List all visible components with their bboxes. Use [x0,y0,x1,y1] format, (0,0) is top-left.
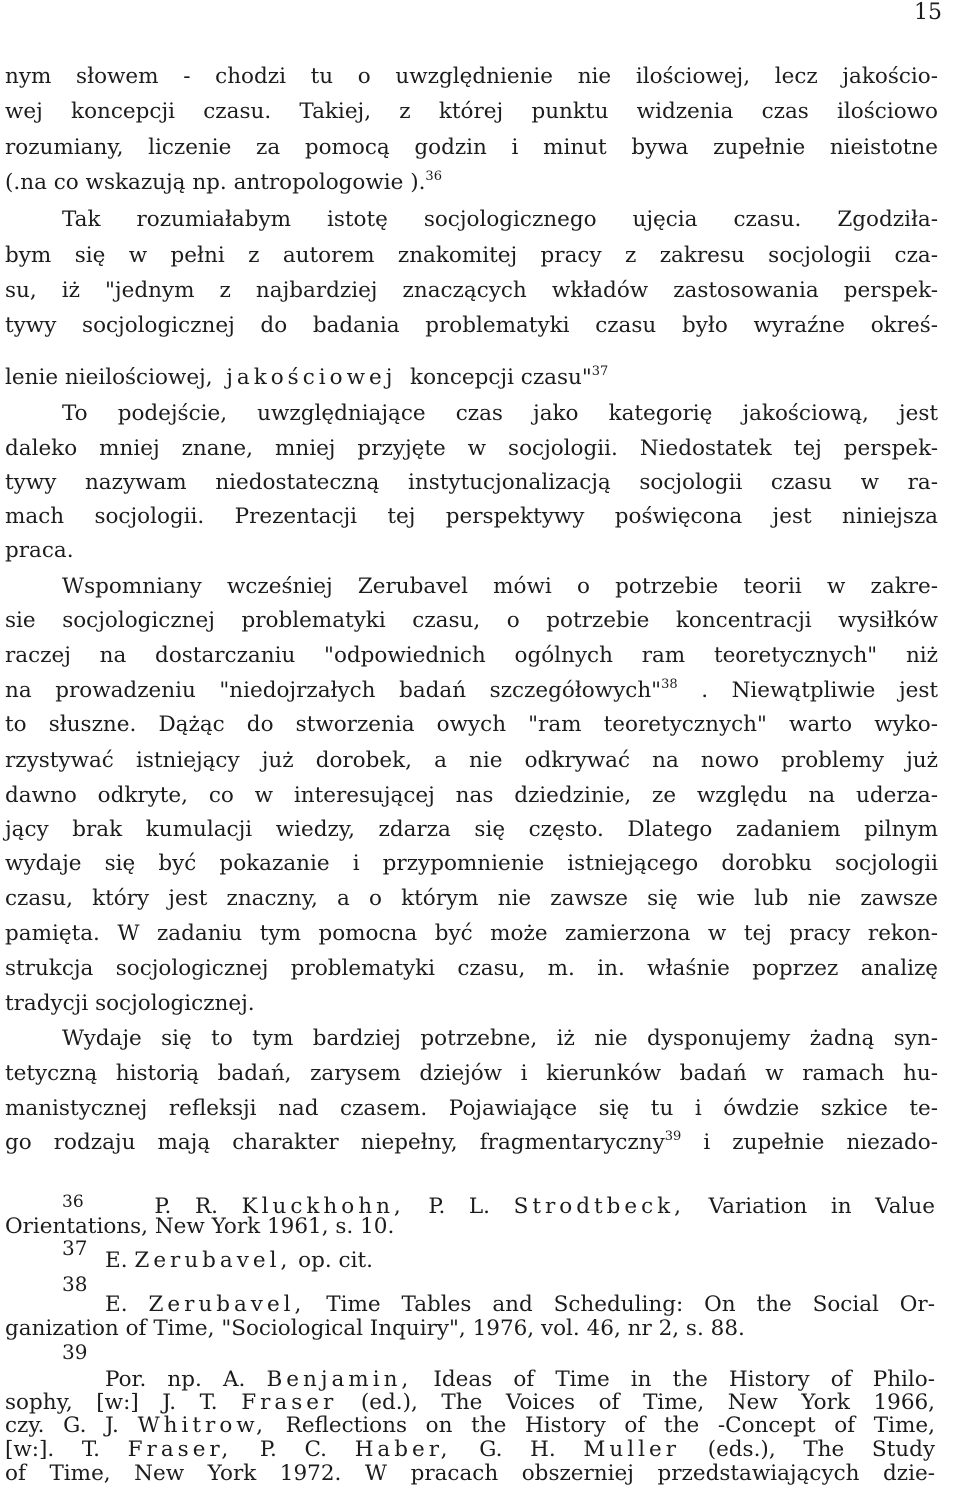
text-segment: go rodzaju mają charakter niepełny, fragmentaryczny [5,1130,665,1155]
text-segment: Variation in Value [708,1194,935,1219]
text-line [5,168,938,198]
text-line: sie socjologicznej problematyki czasu, o potrzebie koncentracji wysiłków [5,608,938,633]
text-segment: Reflections on the History of the -Concept of Time, [285,1413,935,1438]
footnote-ref: 37 [591,364,609,379]
text-line: nym słowem - chodzi tu o uwzględnienie nie ilościowej, lecz jakościo- [5,64,938,89]
footnote-line [62,1188,935,1219]
footnote-number: 37 [62,1236,88,1260]
text-segment: sophy, [w:] J. T. [5,1390,218,1415]
author-name: Zerubavel, [148,1292,306,1317]
footnote-line: Orientations, New York 1961, s. 10. [5,1214,395,1239]
text-line: pamięta. W zadaniu tym pomocna być może zamierzona w tej pracy rekon- [5,921,938,946]
text-line: dawno odkryte, co w interesującej nas dziedzinie, ze względu na uderza- [5,783,938,808]
text-segment: E. [105,1248,128,1273]
text-line: wydaje się być pokazanie i przypomnienie istniejącego dorobku socjologii [5,851,938,876]
footnote-ref: 38 [661,677,678,692]
text-line: raczej na dostarczaniu "odpowiednich ogólnych ram teoretycznych" niż [5,643,938,668]
text-segment: [w:]. T. [5,1437,100,1462]
text-segment: (.na co wskazują np. antropologowie ). [5,170,426,195]
footnote-line: of Time, New York 1972. W pracach obszerniej przedstawiających dzie- [5,1461,935,1486]
footnote-line [105,1247,935,1275]
author-name: Zerubavel, [134,1248,292,1273]
text-line: Wspomniany wcześniej Zerubavel mówi o potrzebie teorii w zakre- [62,574,938,599]
text-segment: . Niewątpliwie jest [701,678,939,703]
text-segment: czy. G. J. [5,1413,119,1438]
footnote-line: ganization of Time, "Sociological Inquiry", 1976, vol. 46, nr 2, s. 88. [5,1316,745,1341]
text-line [5,363,938,393]
text-segment: (ed.), The Voices of Time, New York 1966, [360,1390,936,1415]
text-segment: G. H. [479,1437,556,1462]
text-line: manistycznej refleksji nad czasem. Pojawiające się tu i ówdzie szkice te- [5,1096,938,1121]
text-segment: i zupełnie niezado- [703,1130,939,1155]
text-line: To podejście, uwzględniające czas jako kategorię jakościową, jest [62,401,938,426]
text-line: to słuszne. Dążąc do stworzenia owych "ram teoretycznych" warto wyko- [5,712,938,737]
text-line: Tak rozumiałabym istotę socjologicznego ujęcia czasu. Zgodziła- [62,207,938,232]
author-name: Fraser [241,1390,338,1415]
text-segment: Ideas of Time in the History of Philo- [433,1367,936,1392]
page-number: 15 [914,0,942,25]
text-line: Wydaje się to tym bardziej potrzebne, iż nie dysponujemy żadną syn- [62,1026,938,1051]
spaced-word: jakościowej [226,365,397,390]
author-name: Muller [583,1437,680,1462]
author-name: Haber, [354,1437,452,1462]
text-line: wej koncepcji czasu. Takiej, z której punktu widzenia czas ilościowo [5,99,938,124]
text-segment: koncepcji czasu" [410,365,592,390]
text-segment: lenie nieilościowej, [5,365,213,390]
text-segment: Time Tables and Scheduling: On the Social Or- [326,1292,935,1317]
text-segment: P. C. [259,1437,327,1462]
text-line: praca. [5,538,74,563]
text-line: rozumiany, liczenie za pomocą godzin i minut bywa zupełnie nieistotne [5,135,938,160]
footnote-number: 39 [62,1340,88,1364]
text-line: strukcja socjologicznej problematyki czasu, m. in. właśnie poprzez analizę [5,956,938,981]
footnote-ref: 39 [664,1129,682,1144]
text-line: tetyczną historią badań, zarysem dziejów i kierunków badań w ramach hu- [5,1061,938,1086]
author-name: Strodtbeck, [513,1194,685,1219]
text-line [5,1128,938,1158]
text-line: tywy socjologicznej do badania problematyki czasu było wyraźne okreś- [5,313,938,338]
text-line: tywy nazywam niedostateczną instytucjonalizacją socjologii czasu w ra- [5,470,938,495]
text-segment: op. cit. [298,1248,373,1273]
author-name: Fraser, [127,1437,233,1462]
author-name: Kluckhohn, [241,1194,405,1219]
text-line: bym się w pełni z autorem znakomitej pracy z zakresu socjologii cza- [5,243,938,268]
text-segment: na prowadzeniu "niedojrzałych badań szczegółowych" [5,678,662,703]
text-segment: P. R. [154,1194,218,1219]
footnote-number: 38 [62,1272,88,1296]
text-line: jący brak kumulacji wiedzy, zdarza się często. Dlatego zadaniem pilnym [5,817,938,842]
text-line [5,676,938,706]
text-line: su, iż "jednym z najbardziej znaczących wkładów zastosowania perspek- [5,278,938,303]
text-segment: Por. np. A. [105,1367,246,1392]
author-name: Benjamin, [266,1367,413,1392]
text-line: tradycji socjologicznej. [5,991,255,1016]
text-line: czasu, który jest znaczny, a o którym nie zawsze się wie lub nie zawsze [5,886,938,911]
text-segment: P. L. [428,1194,491,1219]
text-line: daleko mniej znane, mniej przyjęte w socjologii. Niedostatek tej perspek- [5,436,938,461]
footnote-ref: 36 [425,169,442,184]
text-segment: E. [105,1292,128,1317]
text-line: rzystywać istniejący już dorobek, a nie odkrywać na nowo problemy już [5,748,938,773]
footnote-number: 36 [62,1192,84,1212]
author-name: Whitrow, [137,1413,267,1438]
text-segment: (eds.), The Study [707,1437,936,1462]
text-line: mach socjologii. Prezentacji tej perspektywy poświęcona jest niniejsza [5,504,938,529]
